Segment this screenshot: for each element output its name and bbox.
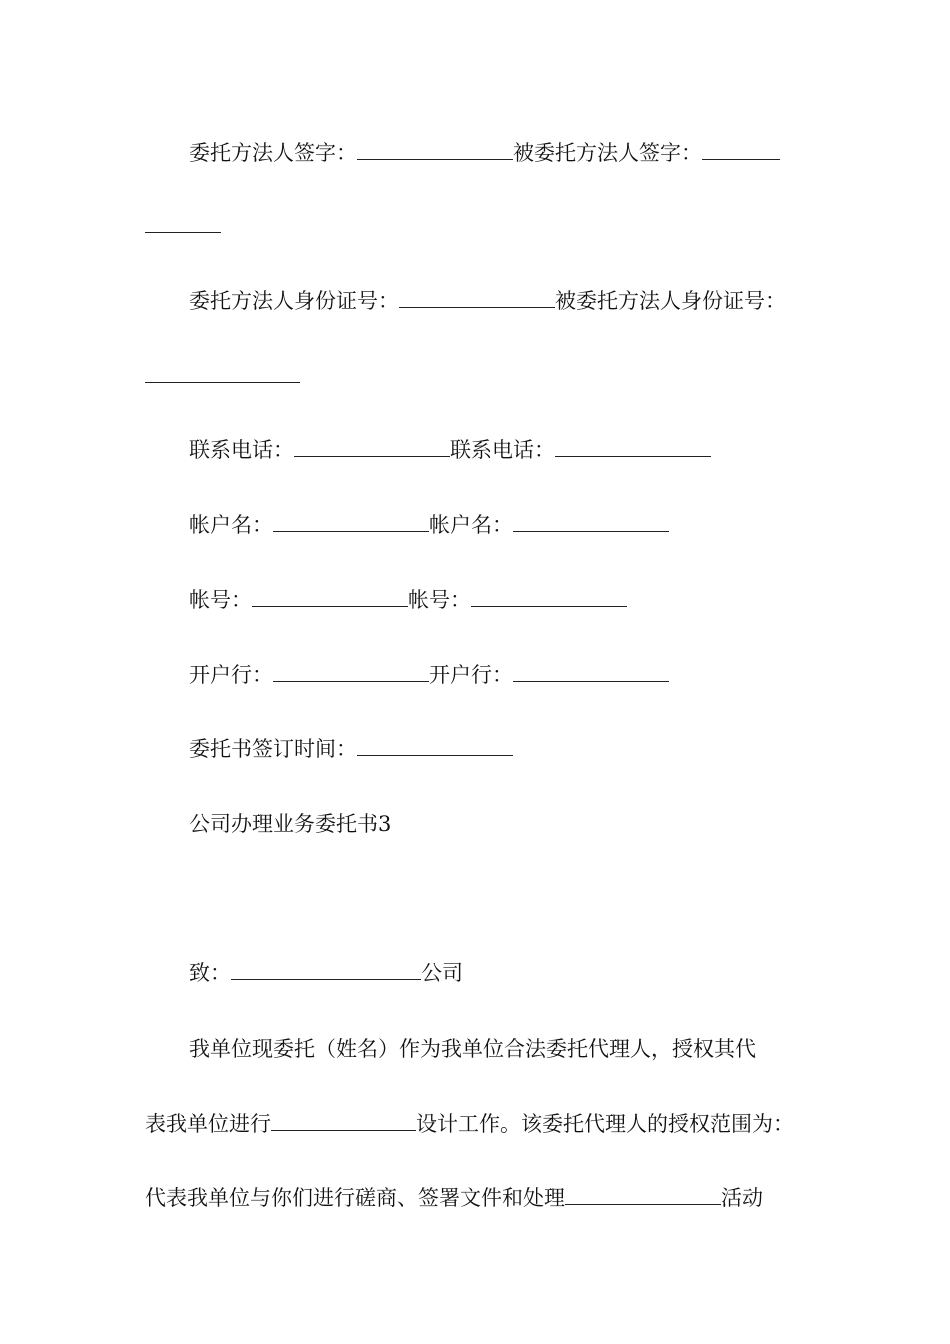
body-text: 活动 xyxy=(721,1186,763,1210)
agent-id-continuation xyxy=(145,362,300,390)
recipient-suffix: 公司 xyxy=(421,961,463,985)
activity-blank[interactable] xyxy=(565,1186,721,1205)
account-name-line xyxy=(189,511,669,539)
body-text: 表我单位进行 xyxy=(145,1112,271,1136)
principal-bank-label: 开户行： xyxy=(189,663,273,687)
agent-id-blank[interactable] xyxy=(145,364,300,383)
agent-bank-blank[interactable] xyxy=(513,663,669,682)
principal-account-number-blank[interactable] xyxy=(252,588,408,607)
agent-account-name-blank[interactable] xyxy=(513,513,669,532)
principal-signature-blank[interactable] xyxy=(357,141,513,160)
bank-line xyxy=(189,661,669,689)
agent-account-name-label: 帐户名： xyxy=(429,513,513,537)
agent-phone-blank[interactable] xyxy=(555,438,711,457)
agent-signature-continuation xyxy=(145,212,221,240)
principal-id-line xyxy=(189,287,786,315)
body-text: 设计工作。该委托代理人的授权范围为： xyxy=(416,1112,794,1136)
recipient-line xyxy=(189,959,463,987)
principal-id-label: 委托方法人身份证号： xyxy=(189,289,399,313)
design-work-blank[interactable] xyxy=(271,1112,416,1131)
agent-account-number-label: 帐号： xyxy=(408,588,471,612)
principal-id-blank[interactable] xyxy=(399,289,555,308)
principal-account-name-blank[interactable] xyxy=(273,513,429,532)
phone-line xyxy=(189,436,711,464)
principal-signature-line xyxy=(189,139,780,167)
recipient-label: 致： xyxy=(189,961,231,985)
signing-date-label: 委托书签订时间： xyxy=(189,737,357,761)
signing-date-line xyxy=(189,735,513,763)
body-paragraph-line-3 xyxy=(145,1184,763,1212)
recipient-blank[interactable] xyxy=(231,961,421,980)
principal-bank-blank[interactable] xyxy=(273,663,429,682)
agent-id-label: 被委托方法人身份证号： xyxy=(555,289,786,313)
body-text: 代表我单位与你们进行磋商、签署文件和处理 xyxy=(145,1186,565,1210)
body-paragraph-line-2 xyxy=(145,1110,794,1138)
agent-account-number-blank[interactable] xyxy=(471,588,627,607)
principal-signature-label: 委托方法人签字： xyxy=(189,141,357,165)
body-paragraph-line-1: 我单位现委托（姓名）作为我单位合法委托代理人，授权其代 xyxy=(189,1037,756,1061)
agent-signature-blank-continued[interactable] xyxy=(145,214,221,233)
principal-account-name-label: 帐户名： xyxy=(189,513,273,537)
agent-phone-label: 联系电话： xyxy=(450,438,555,462)
account-number-line xyxy=(189,586,627,614)
agent-signature-blank[interactable] xyxy=(702,141,780,160)
agent-bank-label: 开户行： xyxy=(429,663,513,687)
principal-phone-blank[interactable] xyxy=(294,438,450,457)
section-heading: 公司办理业务委托书3 xyxy=(189,812,392,836)
principal-account-number-label: 帐号： xyxy=(189,588,252,612)
principal-phone-label: 联系电话： xyxy=(189,438,294,462)
agent-signature-label: 被委托方法人签字： xyxy=(513,141,702,165)
signing-date-blank[interactable] xyxy=(357,737,513,756)
